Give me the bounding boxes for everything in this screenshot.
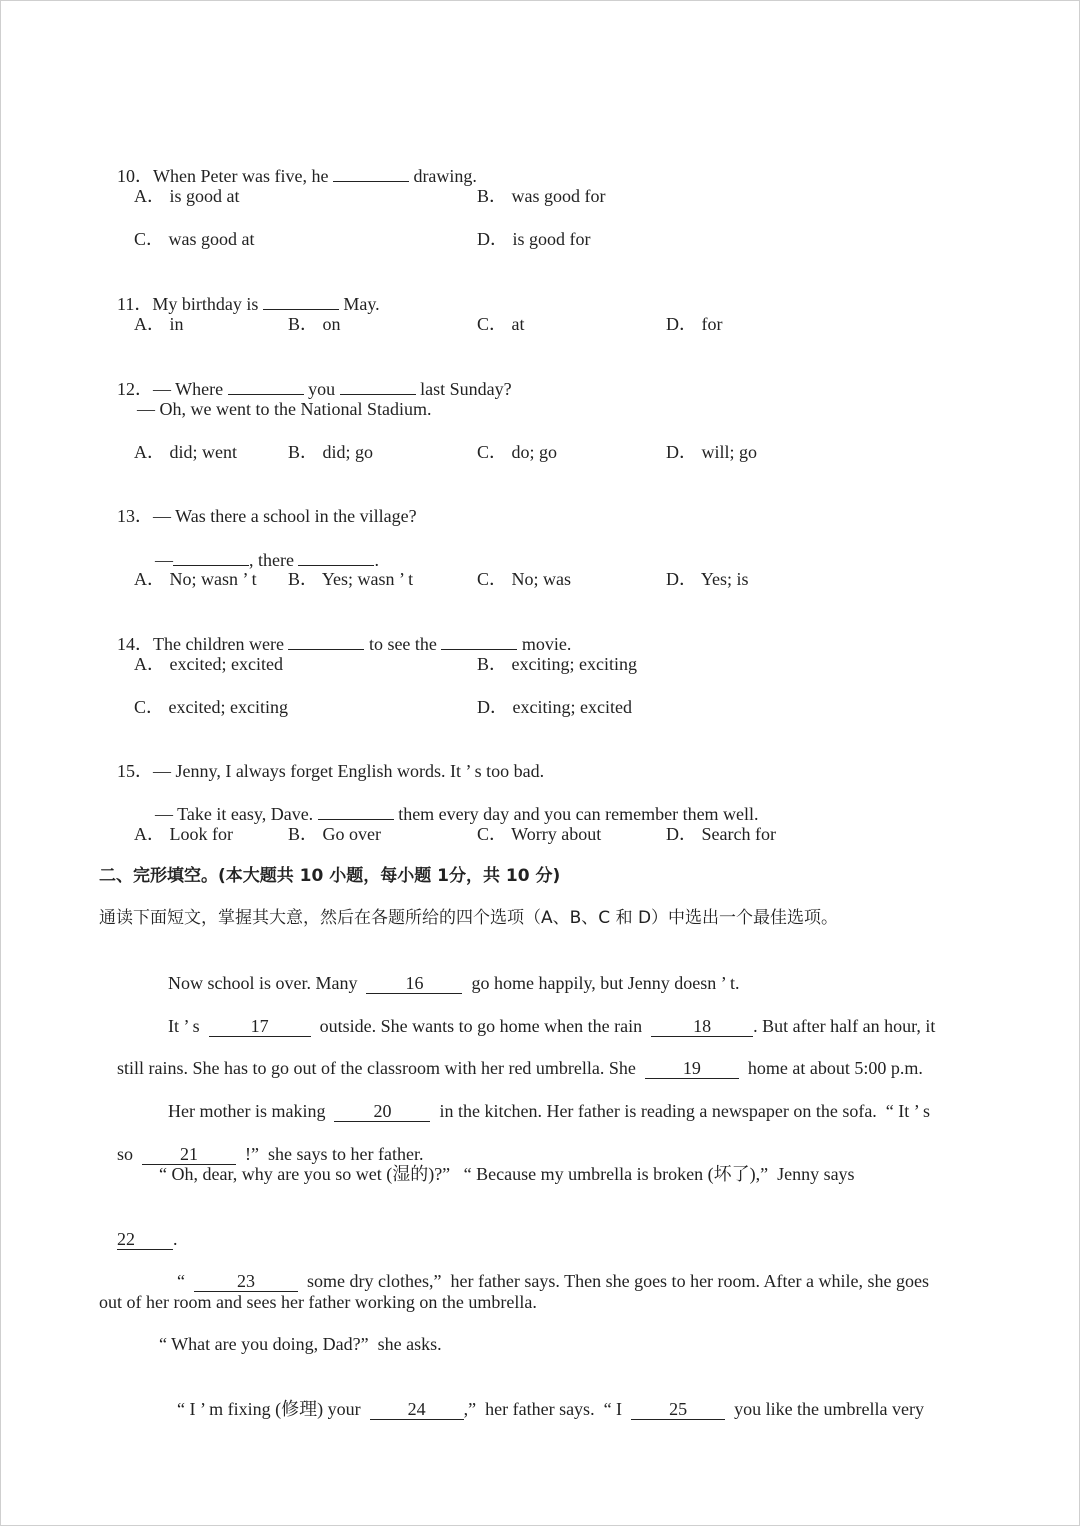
question-stem: The children were xyxy=(153,634,284,654)
question-number: 13． xyxy=(117,506,153,526)
passage-text: . xyxy=(173,1229,178,1249)
passage-text: home at about 5:00 p.m. xyxy=(747,1058,923,1078)
cloze-blank-22: 22 xyxy=(117,1229,173,1250)
option-c: C． at xyxy=(477,314,525,334)
option-b: B． on xyxy=(288,314,341,334)
passage-text: go home happily, but Jenny doesn ’ t. xyxy=(471,973,740,993)
passage-line: “ What are you doing, Dad?” she asks. xyxy=(159,1334,442,1354)
option-a: A． No; wasn ’ t xyxy=(134,569,257,589)
passage-text: !” she says to her father. xyxy=(245,1144,424,1164)
passage-text: so xyxy=(117,1144,134,1164)
option-d: D． Yes; is xyxy=(666,569,749,589)
passage-text: “ I ’ m fixing (修理) your xyxy=(177,1399,361,1419)
passage-text: you like the umbrella very xyxy=(734,1399,925,1419)
option-a: A． excited; excited xyxy=(134,654,283,674)
passage-text: Now school is over. Many xyxy=(168,973,358,993)
option-a: A． did; went xyxy=(134,442,237,462)
cloze-blank-24: 24 xyxy=(370,1399,464,1420)
cloze-blank-18: 18 xyxy=(651,1016,753,1037)
option-b: B． did; go xyxy=(288,442,374,462)
passage-text: . But after half an hour, it xyxy=(753,1016,936,1036)
cloze-blank-21: 21 xyxy=(142,1144,236,1165)
option-b: B． Yes; wasn ’ t xyxy=(288,569,414,589)
option-c: C． excited; exciting xyxy=(134,697,288,717)
answer-blank xyxy=(298,548,374,566)
passage-line: “ Oh, dear, why are you so wet (湿的)?” “ Because my umbrella is broken (坏了),” Jenny says xyxy=(159,1164,855,1184)
option-c: C． No; was xyxy=(477,569,571,589)
question-stem: My birthday is xyxy=(152,294,259,314)
passage-text: Her mother is making xyxy=(168,1101,326,1121)
question-stem: you xyxy=(308,379,336,399)
question-stem: last Sunday? xyxy=(420,379,512,399)
answer-blank xyxy=(288,632,364,650)
cloze-blank-19: 19 xyxy=(645,1058,739,1079)
option-d: D． will; go xyxy=(666,442,758,462)
passage-text: It ’ s xyxy=(168,1016,200,1036)
dialogue-text: . xyxy=(374,550,379,570)
passage-text: ,” her father says. “ I xyxy=(463,1399,623,1419)
option-b: B． exciting; exciting xyxy=(477,654,637,674)
option-d: D． is good for xyxy=(477,229,591,249)
question-number: 14． xyxy=(117,634,153,654)
answer-blank xyxy=(173,548,249,566)
option-b: B． was good for xyxy=(477,186,606,206)
option-d: D． for xyxy=(666,314,723,334)
option-a: A． Look for xyxy=(134,824,233,844)
question-number: 12． xyxy=(117,379,153,399)
dialogue-text: , there xyxy=(249,550,294,570)
passage-text: in the kitchen. Her father is reading a newspaper on the sofa. “ It ’ s xyxy=(439,1101,930,1121)
dialogue-line: — Oh, we went to the National Stadium. xyxy=(137,399,432,419)
passage-text: still rains. She has to go out of the classroom with her red umbrella. She xyxy=(117,1058,636,1078)
question-stem: May. xyxy=(343,294,380,314)
question-stem: drawing. xyxy=(413,166,477,186)
question-stem: — Was there a school in the village? xyxy=(153,506,417,526)
cloze-blank-25: 25 xyxy=(631,1399,725,1420)
passage-text: some dry clothes,” her father says. Then she goes to her room. After a while, she goes xyxy=(307,1271,929,1291)
cloze-blank-23: 23 xyxy=(194,1271,298,1292)
answer-blank xyxy=(441,632,517,650)
passage-line xyxy=(159,1376,924,1442)
section-instruction: 通读下面短文，掌握其大意，然后在各题所给的四个选项（A、B、C 和 D）中选出一个最佳选项。 xyxy=(99,908,839,928)
question-stem: movie. xyxy=(521,634,572,654)
passage-text: “ xyxy=(177,1271,185,1291)
question-stem: When Peter was five, he xyxy=(153,166,329,186)
option-b: B． Go over xyxy=(288,824,381,844)
dialogue-dash: — xyxy=(155,550,173,570)
cloze-blank-17: 17 xyxy=(209,1016,311,1037)
cloze-blank-20: 20 xyxy=(334,1101,430,1122)
dialogue-text: them every day and you can remember them well. xyxy=(398,804,759,824)
question-number: 15． xyxy=(117,761,153,781)
answer-blank xyxy=(333,164,409,182)
option-c: C． was good at xyxy=(134,229,255,249)
option-a: A． is good at xyxy=(134,186,240,206)
question-stem: — Jenny, I always forget English words. It ’ s too bad. xyxy=(153,761,545,781)
answer-blank xyxy=(340,377,416,395)
question-stem: — Where xyxy=(153,379,224,399)
answer-blank xyxy=(318,802,394,820)
option-c: C． Worry about xyxy=(477,824,602,844)
option-d: D． exciting; excited xyxy=(477,697,632,717)
option-c: C． do; go xyxy=(477,442,558,462)
answer-blank xyxy=(263,292,339,310)
section-heading: 二、完形填空。(本大题共 10 小题，每小题 1分，共 10 分) xyxy=(99,866,561,886)
option-a: A． in xyxy=(134,314,184,334)
passage-line: out of her room and sees her father working on the umbrella. xyxy=(99,1292,537,1312)
cloze-blank-16: 16 xyxy=(366,973,462,994)
option-d: D． Search for xyxy=(666,824,776,844)
dialogue-text: — Take it easy, Dave. xyxy=(155,804,314,824)
passage-text: outside. She wants to go home when the rain xyxy=(319,1016,643,1036)
question-number: 10． xyxy=(117,166,153,186)
question-stem: to see the xyxy=(368,634,437,654)
answer-blank xyxy=(228,377,304,395)
question-number: 11． xyxy=(117,294,153,314)
